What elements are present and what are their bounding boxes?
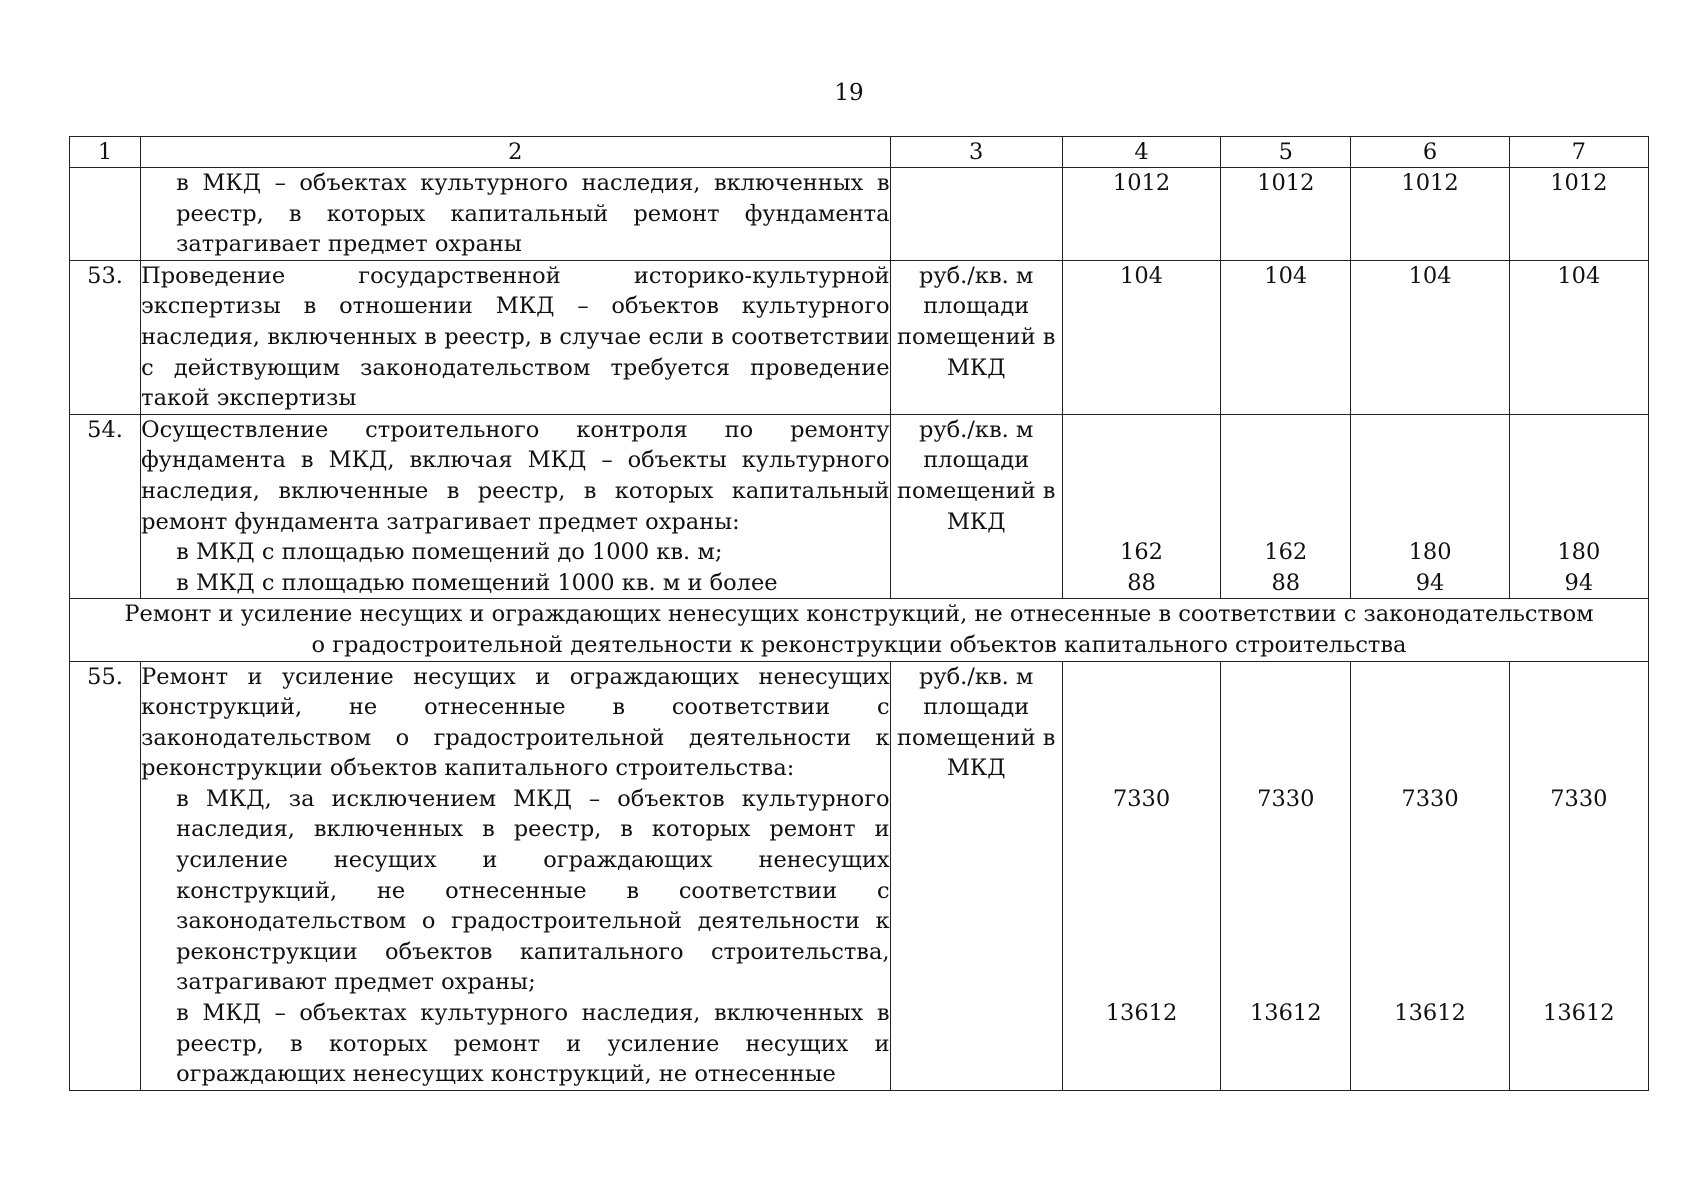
value-col7: 104 xyxy=(1509,260,1648,414)
section-heading-line1: Ремонт и усиление несущих и ограждающих ненесущих конструкций, не отнесенные в соответствии с законодательством xyxy=(124,601,1594,628)
row-description: Проведение государственной историко-культурной экспертизы в отношении МКД – объектов культурного наследия, включенных в реестр, в случае если в соответствии с действующим законодательством требуется проведение такой экспертизы xyxy=(141,262,890,412)
row-number: 54. xyxy=(70,414,141,599)
value-sub2: 13612 xyxy=(1394,1000,1466,1027)
value-sub1: 7330 xyxy=(1112,785,1171,812)
value-col6: 1012 xyxy=(1351,168,1509,261)
table-row-53 xyxy=(70,260,1649,414)
value-col6: 104 xyxy=(1351,260,1509,414)
row-subitem-2: в МКД с площадью помещений 1000 кв. м и более xyxy=(176,569,778,596)
value-col4: 104 xyxy=(1062,260,1220,414)
value-col7 xyxy=(1509,414,1648,599)
table-row-55 xyxy=(70,661,1649,1090)
column-header-1: 1 xyxy=(70,137,141,168)
value-sub2: 13612 xyxy=(1543,1000,1615,1027)
value-col7 xyxy=(1509,661,1648,1090)
row-description-cell xyxy=(141,260,890,414)
value-sub2: 94 xyxy=(1415,569,1445,596)
row-number: 53. xyxy=(70,260,141,414)
column-header-6: 6 xyxy=(1351,137,1509,168)
value-col6 xyxy=(1351,661,1509,1090)
column-header-5: 5 xyxy=(1221,137,1351,168)
value-sub2: 13612 xyxy=(1105,1000,1178,1027)
row-description-cell xyxy=(141,168,890,261)
row-description-cell xyxy=(141,414,890,599)
row-description: в МКД – объектах культурного наследия, включенных в реестр, в которых капитальный ремонт фундамента затрагивает предмет охраны xyxy=(176,170,890,258)
section-heading-line2: о градостроительной деятельности к реконструкции объектов капитального строительства xyxy=(311,631,1407,658)
value-sub1: 180 xyxy=(1408,539,1452,566)
row-unit: руб./кв. м площади помещений в МКД xyxy=(890,661,1062,1090)
row-number: 55. xyxy=(70,661,141,1090)
value-col6 xyxy=(1351,414,1509,599)
value-sub2: 88 xyxy=(1127,569,1156,596)
value-sub2: 13612 xyxy=(1249,1000,1322,1027)
row-subitem-2: в МКД – объектах культурного наследия, включенных в реестр, в которых ремонт и усиление несущих и ограждающих ненесущих конструкций, не отнесенные xyxy=(176,1000,890,1088)
row-description: Осуществление строительного контроля по ремонту фундамента в МКД, включая МКД – объекты культурного наследия, включенные в реестр, в которых капитальный ремонт фундамента затрагивает предмет охраны: xyxy=(141,416,890,535)
value-sub1: 162 xyxy=(1120,539,1163,566)
row-unit: руб./кв. м площади помещений в МКД xyxy=(890,414,1062,599)
column-header-4: 4 xyxy=(1062,137,1220,168)
value-sub1: 180 xyxy=(1557,539,1601,566)
value-col5 xyxy=(1221,414,1351,599)
table-header-row xyxy=(70,137,1649,168)
column-header-2: 2 xyxy=(141,137,890,168)
value-sub1: 162 xyxy=(1264,539,1308,566)
row-description: Ремонт и усиление несущих и ограждающих ненесущих конструкций, не отнесенные в соответствии с законодательством о градостроительной деятельности к реконструкции объектов капитального строительства: xyxy=(141,663,890,782)
value-col4 xyxy=(1062,661,1220,1090)
section-heading xyxy=(70,599,1649,661)
row-number-cell xyxy=(70,168,141,261)
column-header-7: 7 xyxy=(1509,137,1648,168)
value-col5: 1012 xyxy=(1221,168,1351,261)
value-sub2: 94 xyxy=(1564,569,1594,596)
value-col5: 104 xyxy=(1221,260,1351,414)
tariff-table xyxy=(69,136,1649,1091)
value-sub1: 7330 xyxy=(1401,785,1459,812)
value-col7: 1012 xyxy=(1509,168,1648,261)
value-col4 xyxy=(1062,414,1220,599)
row-description-cell xyxy=(141,661,890,1090)
value-col5 xyxy=(1221,661,1351,1090)
row-unit: руб./кв. м площади помещений в МКД xyxy=(890,260,1062,414)
column-header-3: 3 xyxy=(890,137,1062,168)
value-sub1: 7330 xyxy=(1550,785,1608,812)
value-sub2: 88 xyxy=(1271,569,1301,596)
table-row-continuation xyxy=(70,168,1649,261)
page-number: 19 xyxy=(834,80,864,106)
section-heading-row xyxy=(70,599,1649,661)
row-subitem-1: в МКД с площадью помещений до 1000 кв. м; xyxy=(176,539,723,566)
value-sub1: 7330 xyxy=(1257,785,1315,812)
row-unit-cell xyxy=(890,168,1062,261)
table-row-54 xyxy=(70,414,1649,599)
row-subitem-1: в МКД, за исключением МКД – объектов культурного наследия, включенных в реестр, в которых ремонт и усиление несущих и ограждающих ненесущих конструкций, не отнесенные в соответствии с законодательством о градостроительной деятельности к реконструкции объектов капитального строительства, затрагивают предмет охраны; xyxy=(176,785,890,996)
value-col4: 1012 xyxy=(1062,168,1220,261)
